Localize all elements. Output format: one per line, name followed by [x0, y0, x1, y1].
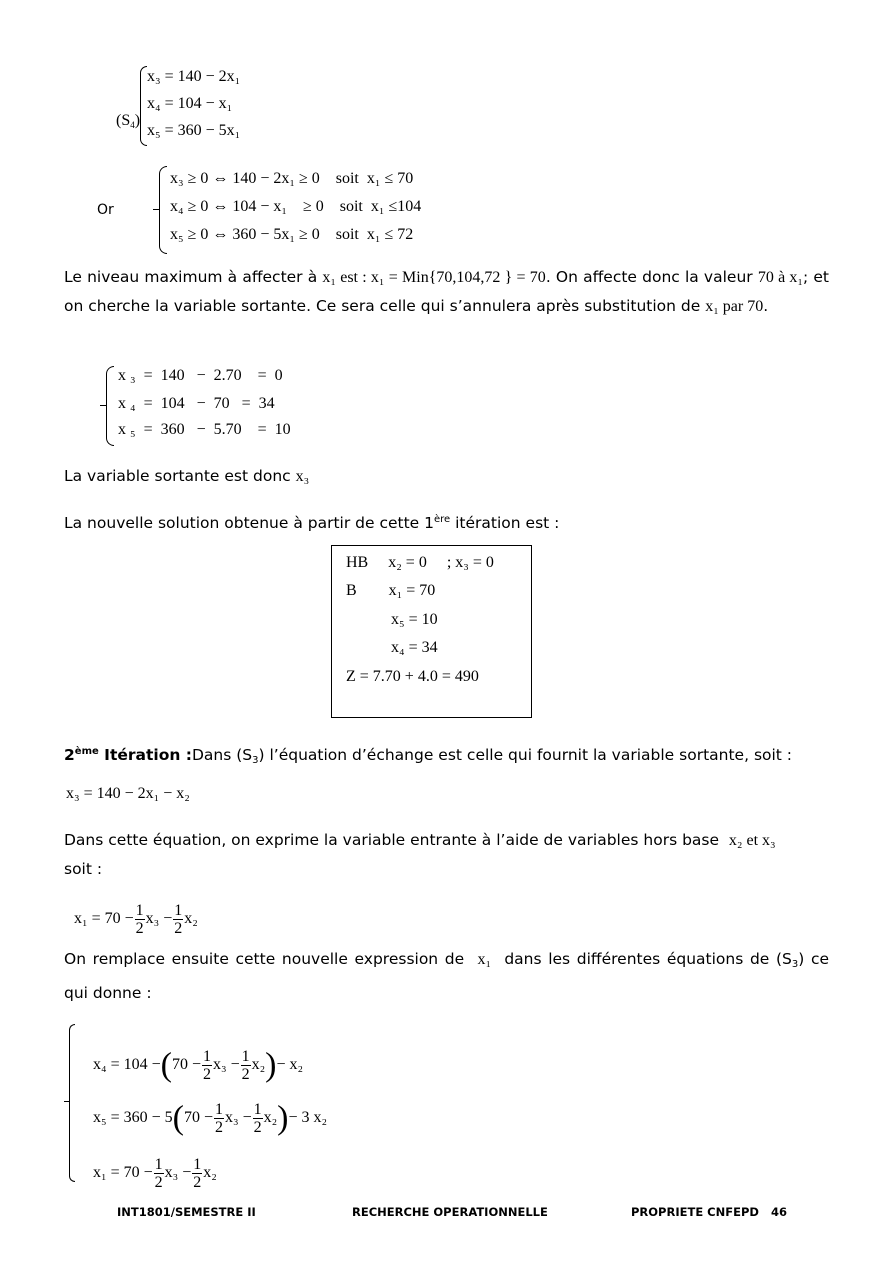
- solution-z-line: Z = 7.70 + 4.0 = 490: [346, 668, 479, 685]
- final-equation-x5: x₅ = 360 − 5(70 − $\frac{1}{2}$ x₃ − $\frac{1}{2}$ x₂)− 3 x₂: [93, 1099, 328, 1137]
- footer-owner: PROPRIETE CNFEPD: [631, 1205, 759, 1219]
- final-equation-x1: x₁ = 70 − $\frac{1}{2}$ x₃ − $\frac{1}{2}$ x₂: [93, 1156, 217, 1191]
- x1-expression: x₁ = 70 − $\frac{1}{2}$ x₃ − $\frac{1}{2}$ x₂: [74, 902, 198, 937]
- s4-label: $(S_4)$: [116, 112, 141, 130]
- constraint-x3: x₃ ≥ 0 ⇔ 140 − 2x₁ ≥ 0 soit x₁ ≤ 70: [170, 170, 414, 187]
- iteration-2-heading: 2ème Itération :Dans $(S_3)$ l’équation d’échange est celle qui fournit la variable sortante, soit :: [64, 746, 793, 766]
- s4-brace: [140, 66, 147, 146]
- solution-hb-line: HB x₂ = 0 ; x₃ = 0: [346, 554, 494, 571]
- solution-x5-line: x₅ = 10: [391, 611, 438, 628]
- substitution-brace: [106, 366, 114, 446]
- constraints-label: Or: [97, 202, 114, 218]
- solution-x4-line: x₄ = 34: [391, 639, 438, 656]
- exchange-equation: x₃ = 140 − 2x₁ − x₂: [66, 785, 190, 802]
- max-level-paragraph: Le niveau maximum à affecter à x₁ est : x₁ = Min{70,104,72 } = 70. On affecte donc la valeur 70 à x₁; et on cherche la variable sortante. Ce sera celle qui s’annulera après substitution de x₁ par 70.: [64, 268, 830, 315]
- constraint-x5: x₅ ≥ 0 ⇔ 360 − 5x₁ ≥ 0 soit x₁ ≤ 72: [170, 226, 414, 243]
- substitution-row-1: x ₃ = 140 − 2.70 = 0: [118, 367, 283, 384]
- constraint-x4: x₄ ≥ 0 ⇔ 104 − x₁ ≥ 0 soit x₁ ≤104: [170, 198, 422, 215]
- constraints-brace: [159, 166, 167, 254]
- substitution-paragraph: On remplace ensuite cette nouvelle expression de x₁ dans les différentes équations de $(S_3)$ ce qui donne :: [64, 950, 829, 1002]
- s4-equation-3: x₅ = 360 − 5x₁: [147, 122, 241, 139]
- leaving-variable-line: La variable sortante est donc x₃: [64, 467, 310, 485]
- footer-course-code: INT1801/SEMESTRE II: [117, 1205, 256, 1219]
- substitution-row-2: x ₄ = 104 − 70 = 34: [118, 395, 275, 412]
- final-system-brace: [69, 1024, 75, 1182]
- solution-b-line: B x₁ = 70: [346, 582, 436, 599]
- page-number: 46: [771, 1205, 788, 1219]
- new-solution-line: La nouvelle solution obtenue à partir de cette 1ère itération est :: [64, 514, 560, 532]
- substitution-row-3: x ₅ = 360 − 5.70 = 10: [118, 421, 291, 438]
- final-equation-x4: x₄ = 104 −(70 − $\frac{1}{2}$ x₃ − $\frac{1}{2}$ x₂)− x₂: [93, 1046, 304, 1084]
- s4-equation-2: x₄ = 104 − x₁: [147, 95, 233, 112]
- s4-equation-1: x₃ = 140 − 2x₁: [147, 68, 241, 85]
- express-entering-paragraph: Dans cette équation, on exprime la variable entrante à l’aide de variables hors base x₂ et x₃ soit :: [64, 831, 776, 878]
- footer-course-title: RECHERCHE OPERATIONNELLE: [352, 1205, 548, 1219]
